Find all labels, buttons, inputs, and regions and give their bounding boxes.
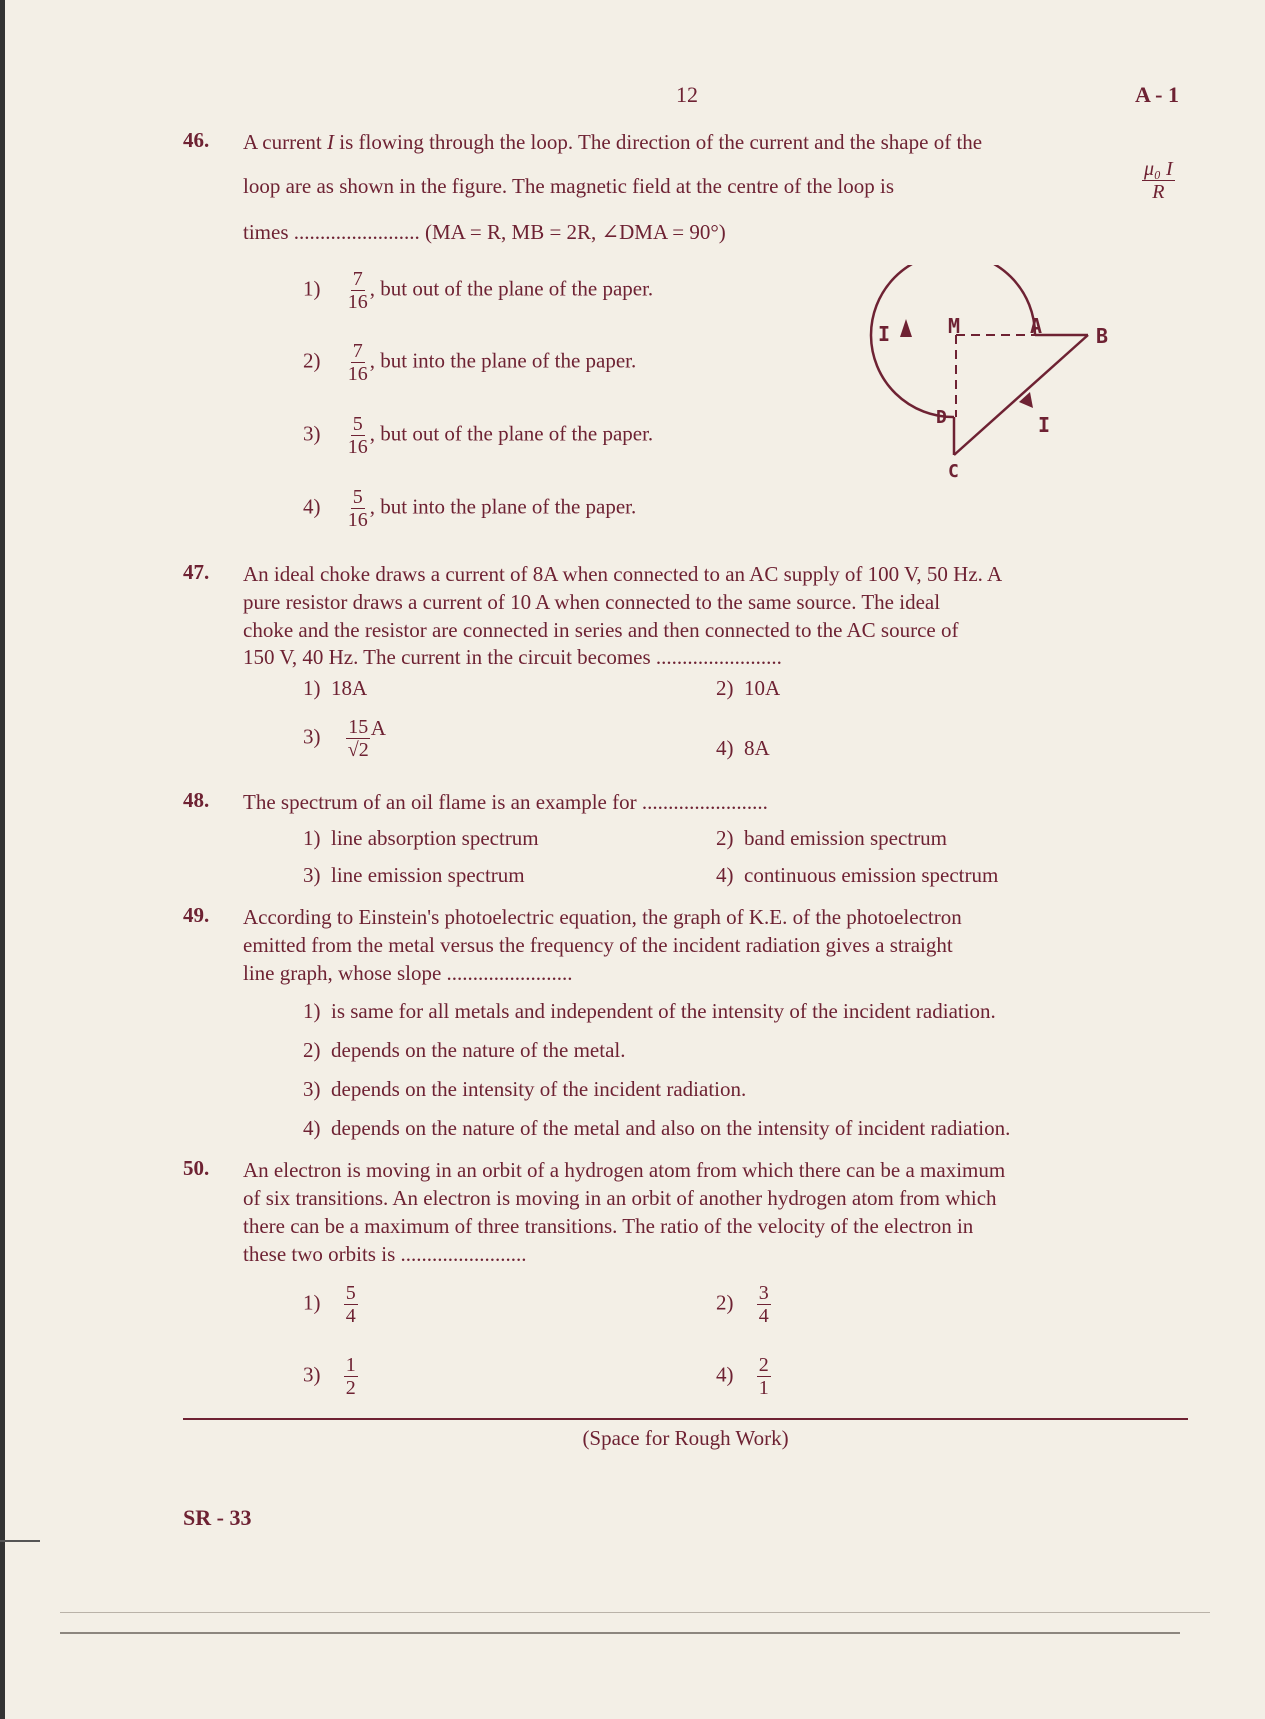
question-50-line4: these two orbits is ........................ [243, 1242, 527, 1266]
scan-line-2 [60, 1632, 1180, 1634]
question-50-number: 50. [183, 1156, 210, 1180]
question-50-line2: of six transitions. An electron is moving in an orbit of another hydrogen atom from which [243, 1186, 997, 1210]
question-48-stem: The spectrum of an oil flame is an example for ........................ [243, 790, 768, 814]
page-number: 12 [676, 82, 698, 107]
scan-edge [0, 0, 5, 1719]
label-d: D [936, 407, 947, 428]
question-46-option-3[interactable]: 3) $\frac{5}{16}$ , but out of the plane of the paper. [303, 413, 654, 458]
question-47-option-2[interactable]: 2) 10A [716, 676, 781, 700]
segment-cb [954, 335, 1088, 455]
question-47-line3: choke and the resistor are connected in series and then connected to the AC source of [243, 618, 959, 642]
rough-work-divider [183, 1418, 1188, 1420]
question-49-number: 49. [183, 903, 210, 927]
question-47-option-1[interactable]: 1) 18A [303, 676, 368, 700]
field-fraction: $\frac{\text{μ₀ I}}{R}$ [1144, 158, 1173, 203]
rough-work-caption: (Space for Rough Work) [582, 1426, 789, 1450]
label-i1: I [878, 322, 891, 346]
question-46-line2: loop are as shown in the figure. The magnetic field at the centre of the loop is [243, 174, 894, 198]
question-48-option-2[interactable]: 2) band emission spectrum [716, 826, 947, 850]
scan-line-1 [60, 1612, 1210, 1613]
scan-mark [0, 1540, 40, 1542]
question-50-line3: there can be a maximum of three transitions. The ratio of the velocity of the electron in [243, 1214, 974, 1238]
question-47-line1: An ideal choke draws a current of 8A when connected to an AC supply of 100 V, 50 Hz. A [243, 562, 1003, 586]
question-50-line1: An electron is moving in an orbit of a hydrogen atom from which there can be a maximum [243, 1158, 1006, 1182]
label-a: A [1030, 314, 1043, 338]
question-49-option-4[interactable]: 4) depends on the nature of the metal and also on the intensity of incident radiation. [303, 1116, 1011, 1140]
question-50-option-2[interactable]: 2) $\frac{3}{4}$ [716, 1282, 769, 1327]
question-47-line2: pure resistor draws a current of 10 A when connected to the same source. The ideal [243, 590, 941, 614]
paper-code: A - 1 [1135, 82, 1179, 107]
label-c: C [948, 461, 959, 482]
question-46-number: 46. [183, 128, 210, 152]
current-arrow-up [900, 319, 912, 337]
question-48-number: 48. [183, 788, 210, 812]
question-48-option-3[interactable]: 3) line emission spectrum [303, 863, 525, 887]
question-47-option-3[interactable]: 3) $\frac{15}{√2}$ A [303, 716, 386, 761]
question-46-line3: times ........................ (MA = R, MB = 2R, ∠DMA = 90°) [243, 220, 726, 244]
question-48-option-4[interactable]: 4) continuous emission spectrum [716, 863, 999, 887]
question-48-option-1[interactable]: 1) line absorption spectrum [303, 826, 539, 850]
question-50-option-4[interactable]: 4) $\frac{2}{1}$ [716, 1354, 769, 1399]
question-46-option-4[interactable]: 4) $\frac{5}{16}$ , but into the plane of the paper. [303, 486, 637, 531]
question-46-option-1[interactable]: 1) $\frac{7}{16}$ , but out of the plane of the paper. [303, 268, 654, 313]
current-loop-diagram [860, 265, 1120, 490]
label-i2: I [1038, 413, 1051, 437]
question-49-line3: line graph, whose slope ........................ [243, 961, 573, 985]
question-49-option-3[interactable]: 3) depends on the intensity of the incident radiation. [303, 1077, 747, 1101]
label-b: B [1096, 324, 1109, 348]
loop-arc [871, 265, 1035, 417]
question-46-line1: A current I is flowing through the loop. The direction of the current and the shape of the [243, 130, 983, 154]
question-49-option-1[interactable]: 1) is same for all metals and independent of the intensity of the incident radiation. [303, 999, 996, 1023]
question-49-line2: emitted from the metal versus the frequency of the incident radiation gives a straight [243, 933, 953, 957]
question-50-option-3[interactable]: 3) $\frac{1}{2}$ [303, 1354, 356, 1399]
label-m: M [948, 314, 961, 338]
footer-code: SR - 33 [183, 1505, 252, 1530]
question-49-line1: According to Einstein's photoelectric equation, the graph of K.E. of the photoelectron [243, 905, 962, 929]
question-50-option-1[interactable]: 1) $\frac{5}{4}$ [303, 1282, 356, 1327]
question-47-number: 47. [183, 560, 210, 584]
question-49-option-2[interactable]: 2) depends on the nature of the metal. [303, 1038, 626, 1062]
question-46-option-2[interactable]: 2) $\frac{7}{16}$ , but into the plane of the paper. [303, 340, 637, 385]
question-47-line4: 150 V, 40 Hz. The current in the circuit becomes ........................ [243, 645, 782, 669]
question-47-option-4[interactable]: 4) 8A [716, 736, 770, 760]
